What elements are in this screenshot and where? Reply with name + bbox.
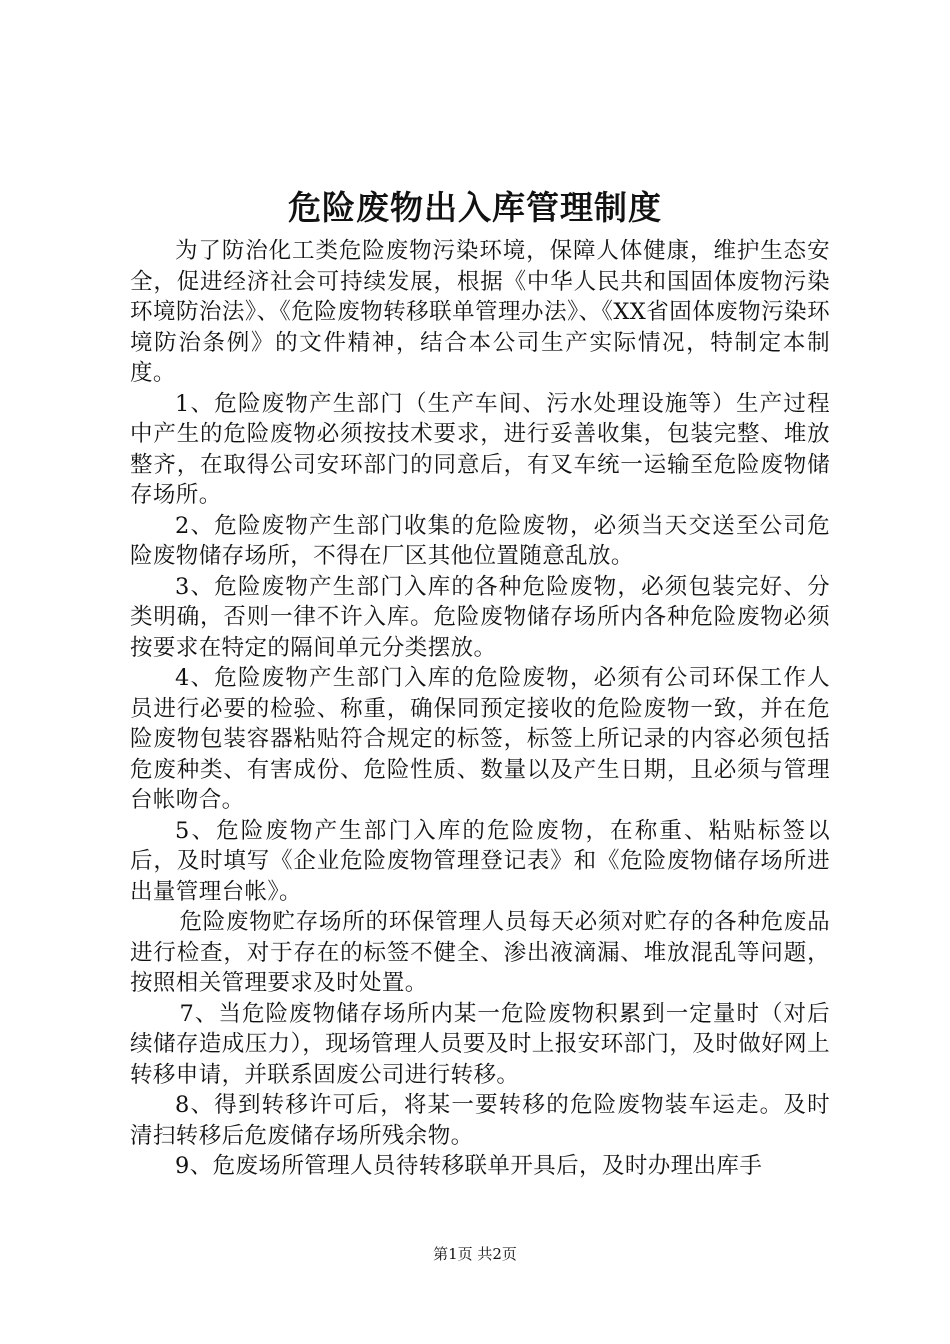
paragraph-item-1: 1、危险废物产生部门（生产车间、污水处理设施等）生产过程中产生的危险废物必须按技术要求，进行妥善收集，包装完整、堆放整齐，在取得公司安环部门的同意后，有叉车统一运输至危险废物储存场所。 xyxy=(130,390,830,508)
paragraph-item-8: 8、得到转移许可后，将某一要转移的危险废物装车运走。及时清扫转移后危废储存场所残余物。 xyxy=(130,1092,830,1149)
page-number-footer: 第1页 共2页 xyxy=(433,1245,517,1263)
page-title: 危险废物出入库管理制度 xyxy=(288,188,662,227)
paragraph-item-6: 危险废物贮存场所的环保管理人员每天必须对贮存的各种危废品进行检查，对于存在的标签不健全、渗出液滴漏、堆放混乱等问题，按照相关管理要求及时处置。 xyxy=(130,909,830,996)
paragraph-intro: 为了防治化工类危险废物污染环境，保障人体健康，维护生态安全，促进经济社会可持续发展，根据《中华人民共和国固体废物污染环境防治法》、《危险废物转移联单管理办法》、《XX省固体废物污染环境防治条例》的文件精神，结合本公司生产实际情况，特制定本制度。 xyxy=(130,238,830,386)
paragraph-item-5: 5、危险废物产生部门入库的危险废物，在称重、粘贴标签以后，及时填写《企业危险废物管理登记表》和《危险废物储存场所进出量管理台帐》。 xyxy=(130,817,830,905)
paragraph-item-4: 4、危险废物产生部门入库的危险废物，必须有公司环保工作人员进行必要的检验、称重，确保同预定接收的危险废物一致，并在危险废物包装容器粘贴符合规定的标签，标签上所记录的内容必须包括危废种类、有害成份、危险性质、数量以及产生日期，且必须与管理台帐吻合。 xyxy=(130,665,830,813)
paragraph-item-2: 2、危险废物产生部门收集的危险废物，必须当天交送至公司危险废物储存场所，不得在厂区其他位置随意乱放。 xyxy=(130,512,830,569)
document-body xyxy=(130,236,830,1182)
paragraph-item-7: 7、当危险废物储存场所内某一危险废物积累到一定量时（对后续储存造成压力），现场管理人员要及时上报安环部门，及时做好网上转移申请，并联系固废公司进行转移。 xyxy=(130,1000,830,1088)
paragraph-item-3: 3、危险废物产生部门入库的各种危险废物，必须包装完好、分类明确，否则一律不许入库。危险废物储存场所内各种危险废物必须按要求在特定的隔间单元分类摆放。 xyxy=(130,573,830,661)
paragraph-item-9: 9、危废场所管理人员待转移联单开具后，及时办理出库手 xyxy=(175,1153,763,1179)
